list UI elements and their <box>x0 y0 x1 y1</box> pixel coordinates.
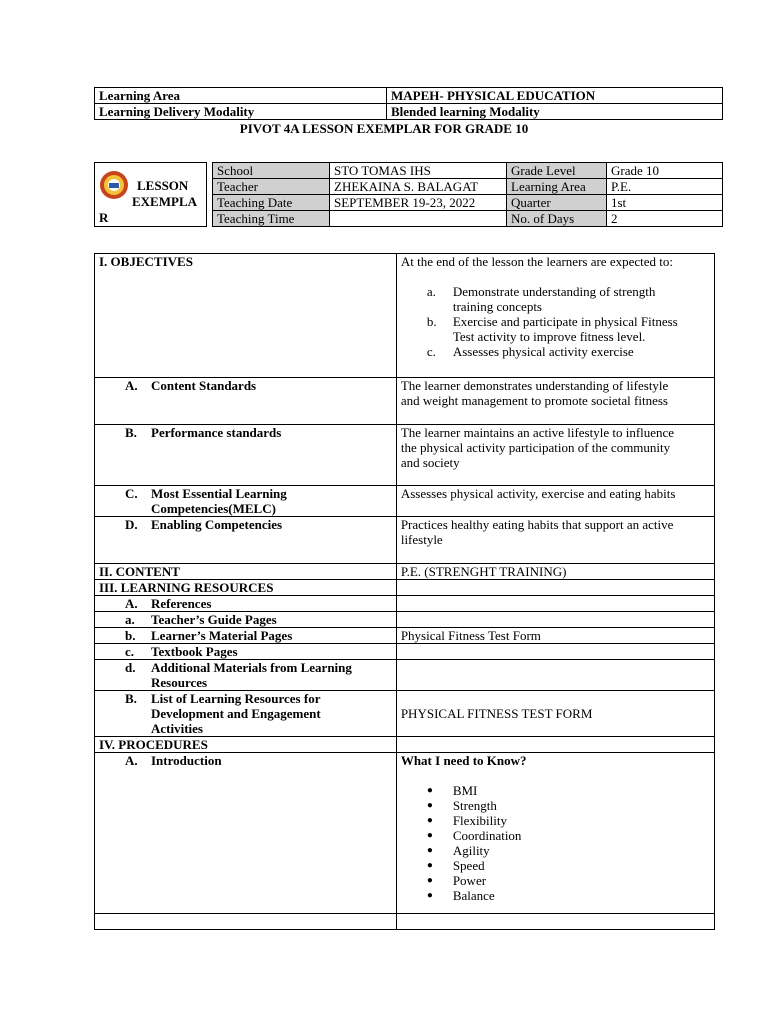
objectives-label: I. OBJECTIVES <box>95 254 397 378</box>
learning-resources-label: III. LEARNING RESOURCES <box>95 580 397 596</box>
melc-label: C. Most Essential Learning Competencies(MELC) <box>95 486 397 517</box>
bullet-item: ● Speed <box>426 858 485 873</box>
objective-item: b. Exercise and participate in physical Fitness Test activity to improve fitness level. <box>426 314 678 344</box>
content-label: II. CONTENT <box>95 564 397 580</box>
objective-item: c. Assesses physical activity exercise <box>426 344 634 359</box>
introduction-heading: What I need to Know? <box>400 753 527 768</box>
resource-list-label: B. List of Learning Resources for Development and Engagement Activities <box>95 691 397 737</box>
bullet-item: ● Power <box>426 873 487 888</box>
grade-level-value: Grade 10 <box>607 163 723 179</box>
quarter-label: Quarter <box>507 195 607 211</box>
learning-area-label-2: Learning Area <box>507 179 607 195</box>
lesson-label-line1: LESSON <box>137 178 189 193</box>
school-label: School <box>213 163 330 179</box>
teacher-label: Teacher <box>213 179 330 195</box>
textbook-value <box>396 644 714 660</box>
teacher-guide-label: a. Teacher’s Guide Pages <box>95 612 397 628</box>
lesson-label-line3: R <box>99 210 109 225</box>
teacher-guide-value <box>396 612 714 628</box>
objective-item: a. Demonstrate understanding of strength training concepts <box>426 284 656 314</box>
lesson-info-table <box>212 162 723 227</box>
grade-level-label: Grade Level <box>507 163 607 179</box>
references-label: A. References <box>95 596 397 612</box>
performance-standards-label: B. Performance standards <box>95 425 397 486</box>
additional-materials-value <box>396 660 714 691</box>
bullet-item: ● Balance <box>426 888 495 903</box>
learning-area-value: MAPEH- PHYSICAL EDUCATION <box>387 88 723 104</box>
days-label: No. of Days <box>507 211 607 227</box>
bullet-item: ● Coordination <box>426 828 522 843</box>
objectives-cell <box>396 254 714 378</box>
teaching-date-label: Teaching Date <box>213 195 330 211</box>
school-seal-icon <box>99 170 129 200</box>
learner-material-label: b. Learner’s Material Pages <box>95 628 397 644</box>
melc-value: Assesses physical activity, exercise and eating habits <box>396 486 714 517</box>
content-standards-label: A. Content Standards <box>95 378 397 425</box>
days-value: 2 <box>607 211 723 227</box>
quarter-value: 1st <box>607 195 723 211</box>
procedures-label: IV. PROCEDURES <box>95 737 397 753</box>
bullet-item: ● Flexibility <box>426 813 507 828</box>
textbook-label: c. Textbook Pages <box>95 644 397 660</box>
learning-area-label: Learning Area <box>95 88 387 104</box>
bullet-item: ● Strength <box>426 798 497 813</box>
school-value: STO TOMAS IHS <box>330 163 507 179</box>
modality-label: Learning Delivery Modality <box>95 104 387 120</box>
additional-materials-label: d. Additional Materials from Learning Resources <box>95 660 397 691</box>
lesson-plan-table <box>94 253 715 930</box>
introduction-label: A. Introduction <box>95 753 397 914</box>
lesson-label-line2: EXEMPLA <box>132 194 197 209</box>
bullet-item: ● Agility <box>426 843 490 858</box>
enabling-competencies-label: D. Enabling Competencies <box>95 517 397 564</box>
teaching-time-value <box>330 211 507 227</box>
modality-value: Blended learning Modality <box>387 104 723 120</box>
teaching-time-label: Teaching Time <box>213 211 330 227</box>
introduction-cell <box>396 753 714 914</box>
teacher-value: ZHEKAINA S. BALAGAT <box>330 179 507 195</box>
lesson-exemplar-block <box>94 162 207 227</box>
content-value: P.E. (STRENGHT TRAINING) <box>396 564 714 580</box>
page-title: PIVOT 4A LESSON EXEMPLAR FOR GRADE 10 <box>239 121 529 136</box>
content-standards-value: The learner demonstrates understanding of lifestyle and weight management to promote societal fitness <box>396 378 714 425</box>
header-table <box>94 87 723 120</box>
learner-material-value: Physical Fitness Test Form <box>396 628 714 644</box>
learning-area-value-2: P.E. <box>607 179 723 195</box>
objectives-intro: At the end of the lesson the learners are expected to: <box>400 254 673 269</box>
enabling-competencies-value: Practices healthy eating habits that support an active lifestyle <box>396 517 714 564</box>
resource-list-value: PHYSICAL FITNESS TEST FORM <box>396 691 714 737</box>
bullet-item: ● BMI <box>426 783 478 798</box>
performance-standards-value: The learner maintains an active lifestyle to influence the physical activity participation of the community and society <box>396 425 714 486</box>
teaching-date-value: SEPTEMBER 19-23, 2022 <box>330 195 507 211</box>
